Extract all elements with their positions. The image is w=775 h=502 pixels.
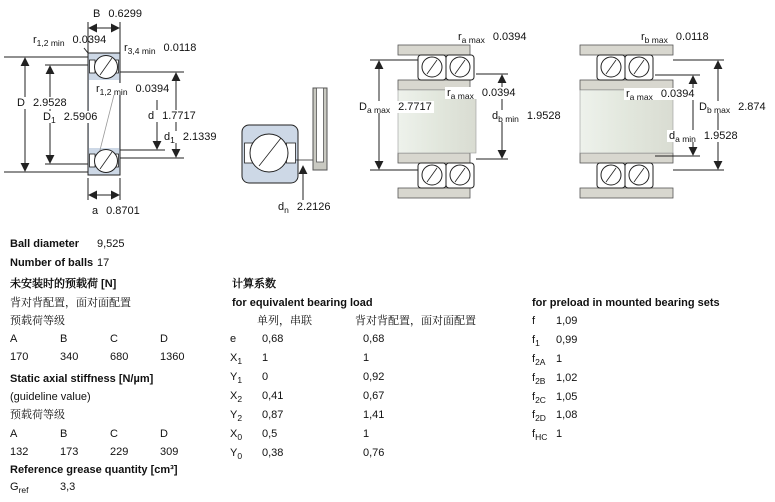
factor-symbol: $Y_0$	[230, 447, 243, 461]
preload-value-B: 340	[60, 351, 79, 363]
dim-symbol: B	[93, 8, 101, 20]
preload-class-label: 预载荷等级	[10, 315, 65, 327]
dim-label-dn	[278, 201, 331, 213]
dim-label-rb-max-top	[641, 31, 709, 43]
dim-value: 0.0118	[163, 42, 197, 54]
dim-label-r12-mid	[94, 83, 171, 95]
preload-value-D: 1360	[160, 351, 185, 363]
dim-symbol: r	[626, 88, 630, 100]
preload-class-A: A	[10, 333, 18, 345]
dim-subscript: a max	[366, 105, 391, 115]
dim-symbol: d	[164, 131, 171, 143]
dim-value: 0.6299	[108, 8, 142, 20]
preload-factor-symbol: $f_{2B}$	[532, 372, 546, 386]
preload-factor-symbol: f	[532, 315, 536, 327]
factors-col1-header: 单列，串联	[257, 315, 312, 327]
dim-label-D	[15, 97, 69, 109]
dim-subscript: 3,4 min	[127, 46, 156, 56]
stiffness-value-C: 229	[110, 446, 129, 458]
dim-label-ra-max-mid	[445, 87, 517, 99]
preload-factor-value: 1,08	[556, 409, 578, 421]
factors-col2-header: 背对背配置，面对面配置	[355, 315, 476, 327]
dim-label-D1	[41, 111, 99, 123]
stiffness-subtitle: (guideline value)	[10, 391, 91, 403]
stiffness-title: Static axial stiffness [N/µm]	[10, 373, 154, 385]
dim-label-Db-max	[697, 101, 768, 113]
grease-value: 3,3	[60, 481, 76, 493]
dim-label-ra-max-right	[624, 88, 696, 100]
preload-title: 未安装时的预载荷 [N]	[10, 278, 117, 290]
dim-symbol: d	[148, 110, 155, 122]
dim-value: 2.7717	[398, 101, 432, 113]
preload-class-B: B	[60, 333, 68, 345]
number-of-balls-value: 17	[97, 257, 110, 269]
dim-label-da-min	[667, 130, 740, 142]
dim-value: 1.9528	[703, 130, 738, 142]
factor-value-paired: 1	[363, 428, 370, 440]
factor-value-single: 0,5	[262, 428, 278, 440]
stiffness-class-D: D	[160, 428, 168, 440]
preload-factor-symbol: $f_1$	[532, 334, 540, 348]
dim-symbol: r	[124, 42, 128, 54]
factor-symbol: $Y_2$	[230, 409, 243, 423]
preload-factor-value: 1,09	[556, 315, 578, 327]
dim-value: 0.0394	[492, 31, 527, 43]
dim-value: 0.8701	[106, 205, 140, 217]
dim-subscript: a max	[629, 92, 653, 102]
factor-value-single: 1	[262, 352, 269, 364]
preload-value-C: 680	[110, 351, 129, 363]
dim-subscript: 1,2 min	[36, 38, 65, 48]
dim-symbol: r	[96, 83, 100, 95]
factor-symbol: e	[230, 333, 237, 345]
preload-factor-value: 1,05	[556, 391, 578, 403]
stiffness-class-label: 预载荷等级	[10, 409, 65, 421]
dim-value: 0.0394	[135, 83, 170, 95]
dim-symbol: D	[17, 97, 25, 109]
dim-value: 0.0394	[660, 88, 695, 100]
factor-value-single: 0,87	[262, 409, 284, 421]
dim-subscript: n	[284, 205, 289, 215]
factor-value-paired: 0,68	[363, 333, 385, 345]
factor-symbol: $X_1$	[230, 352, 243, 366]
dim-symbol: r	[641, 31, 645, 43]
factor-value-single: 0	[262, 371, 269, 383]
factor-value-paired: 0,67	[363, 390, 385, 402]
preload-class-C: C	[110, 333, 118, 345]
dim-symbol: a	[92, 205, 99, 217]
factor-symbol: $Y_1$	[230, 371, 243, 385]
preload-factor-value: 1	[556, 428, 563, 440]
stiffness-class-A: A	[10, 428, 18, 440]
dim-symbol: r	[33, 34, 37, 46]
dim-subscript: a min	[675, 134, 696, 144]
dim-value: 2.2126	[296, 201, 331, 213]
preload-factor-symbol: $f_{2D}$	[532, 409, 546, 423]
dim-value: 0.0118	[675, 31, 709, 43]
ball-diameter-value: 9,525	[97, 238, 125, 250]
dim-symbol: r	[458, 31, 462, 43]
preload-factor-symbol: $f_{HC}$	[532, 428, 548, 442]
dim-symbol: D	[359, 101, 367, 113]
dim-value: 2.1339	[182, 131, 217, 143]
grease-symbol	[10, 481, 28, 494]
dim-value: 2.9528	[32, 97, 67, 109]
dim-label-Da-max	[357, 101, 434, 113]
dim-symbol: d	[669, 130, 676, 142]
stiffness-value-A: 132	[10, 446, 29, 458]
dim-label-db-min	[490, 110, 563, 122]
dim-symbol: D	[43, 111, 51, 123]
number-of-balls-label: Number of balls	[10, 257, 94, 269]
dim-label-a	[92, 205, 140, 217]
factor-value-paired: 0,76	[363, 447, 385, 459]
dim-symbol: d	[278, 201, 285, 213]
stiffness-value-B: 173	[60, 446, 79, 458]
factors-title-zh: 计算系数	[232, 278, 276, 290]
ball-diameter-label: Ball diameter	[10, 238, 80, 250]
stiffness-class-C: C	[110, 428, 118, 440]
dim-label-d1	[162, 131, 219, 143]
dim-value: 0.0394	[481, 87, 516, 99]
dim-value: 2.5906	[63, 111, 98, 123]
factor-value-single: 0,68	[262, 333, 284, 345]
dim-label-r12-top	[33, 34, 106, 46]
factor-value-paired: 1,41	[363, 409, 385, 421]
preload-factor-value: 1,02	[556, 372, 578, 384]
dim-label-d	[146, 110, 198, 122]
factor-value-paired: 0,92	[363, 371, 385, 383]
preload-factor-value: 1	[556, 353, 563, 365]
dim-subscript: b max	[706, 105, 731, 115]
factors-title-en: for equivalent bearing load	[232, 297, 373, 309]
dim-symbol: d	[492, 110, 499, 122]
dim-label-ra-max-top	[458, 31, 526, 43]
dim-value: 1.9528	[526, 110, 561, 122]
dim-label-B	[93, 8, 142, 20]
preload-class-D: D	[160, 333, 168, 345]
dim-subscript: 1	[170, 135, 175, 145]
dim-value: 0.0394	[72, 34, 107, 46]
dim-value: 2.874	[738, 101, 766, 113]
dim-symbol: D	[699, 101, 707, 113]
preload-factor-symbol: $f_{2C}$	[532, 391, 546, 405]
dim-value: 1.7717	[162, 110, 196, 122]
factor-value-single: 0,41	[262, 390, 284, 402]
factor-symbol: $X_0$	[230, 428, 243, 442]
stiffness-class-B: B	[60, 428, 68, 440]
preload-factor-value: 0,99	[556, 334, 578, 346]
dim-label-r34	[124, 42, 196, 54]
stiffness-value-D: 309	[160, 446, 179, 458]
factor-value-single: 0,38	[262, 447, 284, 459]
dim-subscript: 1	[50, 115, 56, 125]
dim-subscript: 1,2 min	[99, 87, 128, 97]
dim-subscript: b min	[498, 114, 519, 124]
dim-subscript: a max	[461, 35, 485, 45]
preload-factor-symbol: $f_{2A}$	[532, 353, 546, 367]
dim-symbol: r	[447, 87, 451, 99]
dim-subscript: b max	[644, 35, 668, 45]
dim-subscript: a max	[450, 91, 474, 101]
preload-factors-title: for preload in mounted bearing sets	[532, 297, 720, 309]
preload-value-A: 170	[10, 351, 29, 363]
factor-value-paired: 1	[363, 352, 370, 364]
preload-subtitle: 背对背配置，面对面配置	[10, 297, 131, 309]
grease-symbol-base: G	[10, 481, 19, 493]
grease-title: Reference grease quantity [cm³]	[10, 464, 178, 476]
factor-symbol: $X_2$	[230, 390, 243, 404]
grease-symbol-sub: ref	[18, 485, 29, 495]
